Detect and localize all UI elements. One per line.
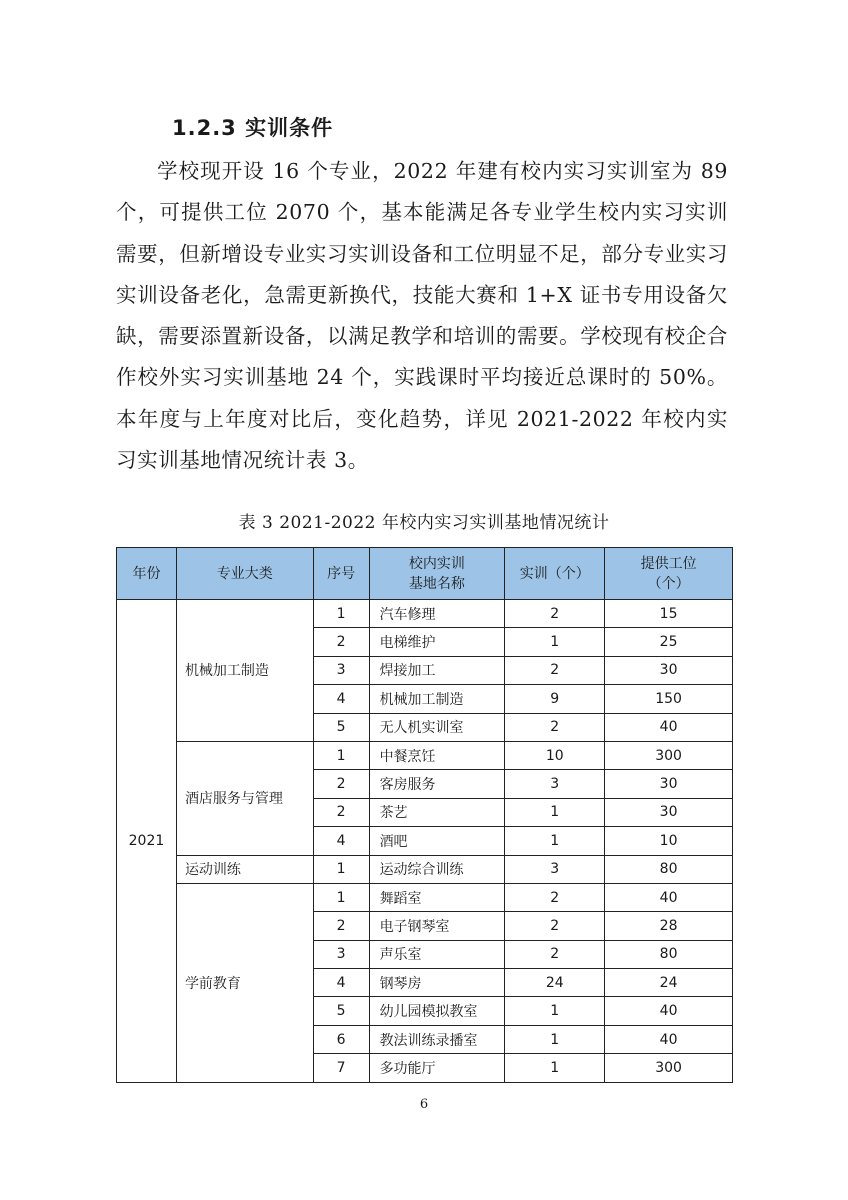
stations-cell: 80 (605, 940, 733, 968)
count-cell: 10 (505, 741, 605, 769)
seq-cell: 1 (313, 600, 369, 628)
stations-cell: 80 (605, 855, 733, 883)
category-cell: 学前教育 (176, 883, 313, 1082)
seq-cell: 2 (313, 628, 369, 656)
count-cell: 1 (505, 628, 605, 656)
stations-cell: 300 (605, 741, 733, 769)
stations-cell: 24 (605, 969, 733, 997)
header-count: 实训（个） (505, 548, 605, 600)
seq-cell: 5 (313, 997, 369, 1025)
base-name-cell: 多功能厅 (369, 1054, 505, 1082)
seq-cell: 6 (313, 1025, 369, 1053)
stations-cell: 300 (605, 1054, 733, 1082)
count-cell: 1 (505, 827, 605, 855)
page-number: 6 (419, 1097, 429, 1112)
base-name-cell: 酒吧 (369, 827, 505, 855)
base-name-cell: 汽车修理 (369, 600, 505, 628)
base-name-cell: 教法训练录播室 (369, 1025, 505, 1053)
base-name-cell: 运动综合训练 (369, 855, 505, 883)
seq-cell: 5 (313, 713, 369, 741)
seq-cell: 1 (313, 741, 369, 769)
year-cell: 2021 (117, 600, 177, 1083)
table-header-row (117, 548, 733, 600)
base-name-cell: 声乐室 (369, 940, 505, 968)
table-row (117, 883, 733, 911)
base-name-cell: 焊接加工 (369, 656, 505, 684)
count-cell: 3 (505, 855, 605, 883)
base-name-cell: 幼儿园模拟教室 (369, 997, 505, 1025)
seq-cell: 2 (313, 798, 369, 826)
count-cell: 2 (505, 940, 605, 968)
seq-cell: 3 (313, 656, 369, 684)
stations-cell: 40 (605, 1025, 733, 1053)
header-seq: 序号 (313, 548, 369, 600)
count-cell: 2 (505, 600, 605, 628)
stations-cell: 10 (605, 827, 733, 855)
count-cell: 24 (505, 969, 605, 997)
seq-cell: 2 (313, 770, 369, 798)
seq-cell: 4 (313, 969, 369, 997)
base-name-cell: 中餐烹饪 (369, 741, 505, 769)
base-name-cell: 机械加工制造 (369, 685, 505, 713)
table-row (117, 600, 733, 628)
seq-cell: 1 (313, 883, 369, 911)
table-body (117, 600, 733, 1083)
count-cell: 2 (505, 883, 605, 911)
seq-cell: 4 (313, 685, 369, 713)
base-name-cell: 电梯维护 (369, 628, 505, 656)
stations-cell: 15 (605, 600, 733, 628)
count-cell: 2 (505, 713, 605, 741)
stations-cell: 25 (605, 628, 733, 656)
count-cell: 3 (505, 770, 605, 798)
category-cell: 酒店服务与管理 (176, 741, 313, 855)
stations-cell: 40 (605, 997, 733, 1025)
category-cell: 运动训练 (176, 855, 313, 883)
stations-cell: 30 (605, 656, 733, 684)
base-name-cell: 无人机实训室 (369, 713, 505, 741)
seq-cell: 1 (313, 855, 369, 883)
stations-cell: 30 (605, 798, 733, 826)
stations-cell: 40 (605, 883, 733, 911)
table-row (117, 855, 733, 883)
stations-cell: 40 (605, 713, 733, 741)
count-cell: 1 (505, 1025, 605, 1053)
header-base-name: 校内实训 基地名称 (369, 548, 505, 600)
count-cell: 1 (505, 997, 605, 1025)
table-caption: 表 3 2021-2022 年校内实习实训基地情况统计 (238, 513, 610, 533)
training-base-table (116, 547, 733, 1083)
seq-cell: 4 (313, 827, 369, 855)
count-cell: 1 (505, 798, 605, 826)
section-heading: 1.2.3 实训条件 (172, 116, 334, 140)
stations-cell: 30 (605, 770, 733, 798)
base-name-cell: 钢琴房 (369, 969, 505, 997)
category-cell: 机械加工制造 (176, 600, 313, 742)
base-name-cell: 客房服务 (369, 770, 505, 798)
stations-cell: 150 (605, 685, 733, 713)
count-cell: 9 (505, 685, 605, 713)
header-category: 专业大类 (176, 548, 313, 600)
base-name-cell: 茶艺 (369, 798, 505, 826)
count-cell: 2 (505, 912, 605, 940)
stations-cell: 28 (605, 912, 733, 940)
header-year: 年份 (117, 548, 177, 600)
count-cell: 2 (505, 656, 605, 684)
header-stations: 提供工位 （个） (605, 548, 733, 600)
body-paragraph: 学校现开设 16 个专业，2022 年建有校内实习实训室为 89 个，可提供工位 2070 个，基本能满足各专业学生校内实习实训需要，但新增设专业实习实训设备和工位明显不足，部分专业实习实训设备老化，急需更新换代，技能大赛和 1+X 证书专用设备欠缺，需要添置新设备，以满足教学和培训的需要。学校现有校企合作校外实习实训基地 24 个，实践课时平均接近总课时的 50%。本年度与上年度对比后，变化趋势，详见 2021-2022 年校内实习实训基地情况统计表 3。 (116, 159, 728, 473)
table-row (117, 741, 733, 769)
seq-cell: 2 (313, 912, 369, 940)
base-name-cell: 电子钢琴室 (369, 912, 505, 940)
base-name-cell: 舞蹈室 (369, 883, 505, 911)
seq-cell: 3 (313, 940, 369, 968)
seq-cell: 7 (313, 1054, 369, 1082)
count-cell: 1 (505, 1054, 605, 1082)
